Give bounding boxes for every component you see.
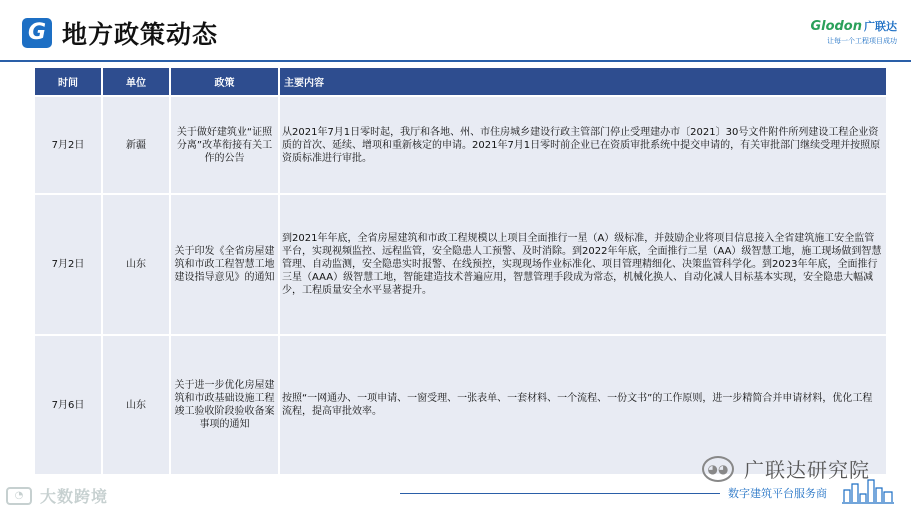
- brand-slogan: 让每一个工程项目成功: [827, 37, 897, 45]
- header-divider: [0, 60, 911, 62]
- cell-time: 7月6日: [34, 335, 102, 475]
- wechat-icon: ◕◕: [702, 456, 734, 482]
- cell-policy: 关于进一步优化房屋建筑和市政基础设施工程竣工验收阶段验收备案事项的通知: [170, 335, 279, 475]
- brand-name: [810, 18, 897, 34]
- cell-unit: 山东: [102, 335, 170, 475]
- column-header-policy: 政策: [170, 67, 279, 96]
- brand-logo: [810, 18, 897, 46]
- table-row: [34, 194, 887, 335]
- cell-content: 到2021年年底，全省房屋建筑和市政工程规模以上项目全面推行一星（A）级标准，并鼓励企业将项目信息接入全省建筑施工安全监管平台，实现视频监控、远程监管，安全隐患人工预警、及时消除。到2022年年底，全面推行二星（AA）级智慧工地，施工现场做到智慧管理、自动监测，安全隐患实时报警、在线预控，实现现场作业标准化、项目管理精细化、决策监管科学化。到2023年年底，全面推行三星（AAA）级智慧工地，智能建造技术普遍应用，智慧管理手段成为常态，机械化换人、自动化减人目标基本实现，安全隐患大幅减少，工程质量安全水平显著提升。: [279, 194, 887, 335]
- cell-time: 7月2日: [34, 96, 102, 194]
- cell-policy: 关于印发《全省房屋建筑和市政工程智慧工地建设指导意见》的通知: [170, 194, 279, 335]
- source-logo-icon: ◔: [6, 487, 32, 505]
- source-watermark-text: 大数跨境: [40, 487, 109, 506]
- slide-header: [0, 0, 911, 62]
- footer-divider: [400, 493, 720, 494]
- cell-policy: 关于做好建筑业“证照分离”改革衔接有关工作的公告: [170, 96, 279, 194]
- brand-name-cn: 广联达: [864, 20, 897, 33]
- city-skyline-icon: [842, 476, 894, 504]
- column-header-time: 时间: [34, 67, 102, 96]
- brand-name-en: Glodon: [810, 19, 862, 34]
- cell-unit: 山东: [102, 194, 170, 335]
- wechat-account-name: 广联达研究院: [744, 458, 870, 482]
- cell-content: 从2021年7月1日零时起，我厅和各地、州、市住房城乡建设行政主管部门停止受理建办市〔2021〕30号文件附件所列建设工程企业资质的首次、延续、增项和重新核定的申请。2021年7月1日零时前企业已在资质审批系统中提交申请的，有关审批部门继续受理并按照原资质标准进行审批。: [279, 96, 887, 194]
- column-header-content: 主要内容: [279, 67, 887, 96]
- source-watermark: [6, 484, 108, 507]
- table-header-row: [34, 67, 887, 96]
- cell-unit: 新疆: [102, 96, 170, 194]
- page-title: 地方政策动态: [62, 20, 219, 49]
- column-header-unit: 单位: [102, 67, 170, 96]
- footer-tagline: 数字建筑平台服务商: [728, 487, 827, 500]
- table-row: [34, 96, 887, 194]
- cell-content: 按照“一网通办、一项申请、一窗受理、一张表单、一套材料、一个流程、一份文书”的工作原则，进一步精简合并申请材料，优化工程流程，提高审批效率。: [279, 335, 887, 475]
- policy-table: [33, 66, 888, 476]
- cell-time: 7月2日: [34, 194, 102, 335]
- glodon-logo-icon: G: [22, 18, 52, 48]
